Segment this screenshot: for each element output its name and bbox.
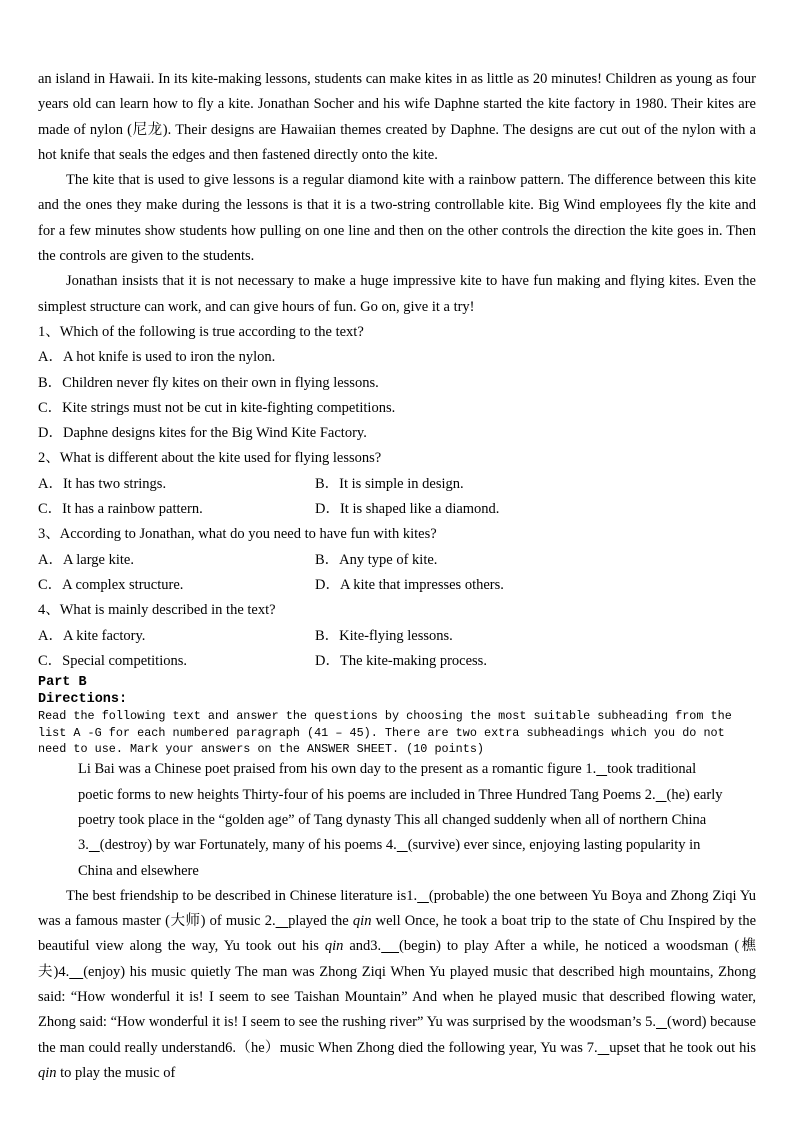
question-1-option-b: B．Children never fly kites on their own in flying lessons. bbox=[38, 374, 379, 391]
directions-text: Read the following text and answer the questions by choosing the most suitable subheading from the list A -G for each numbered paragraph (41 – 45). There are two extra subheadings which you do not need to use. Mark your answers on the ANSWER SHEET. (10 points) bbox=[38, 709, 732, 756]
text-segment: and3. bbox=[343, 938, 382, 955]
fill-in-blank bbox=[69, 964, 83, 980]
paragraph-lesson-kite: The kite that is used to give lessons is a regular diamond kite with a rainbow pattern. The difference between this kite and the ones they make during the lessons is that it is a two-string controllable kite. Big Wind employees fly the kite and for a few minutes show students how pulling on one line and then on the other controls the direction the kite goes in. Then the controls are given to the students. bbox=[38, 172, 756, 265]
question-3-stem: 3、According to Jonathan, what do you need to have fun with kites? bbox=[38, 526, 437, 543]
text-segment: Li Bai was a Chinese poet praised from his own day to the present as a romantic figure 1. bbox=[78, 761, 597, 778]
fill-in-blank bbox=[596, 761, 607, 777]
text-segment: The best friendship to be described in Chinese literature is1. bbox=[66, 887, 418, 904]
text-segment: (enjoy) his music quietly The man was Zhong Ziqi When Yu played music that described high mountains, Zhong said: “How wonderful it is! I seem to see Taishan Mountain” And when he played music that described flowing water, Zhong said: “How wonderful it is! I seem to see the rushing river” Yu was surprised by the woodsman’s 5. bbox=[38, 963, 756, 1031]
paragraph-kite-factory: an island in Hawaii. In its kite-making lessons, students can make kites in as little as 20 minutes! Children as young as four years old can learn how to fly a kite. Jonathan Socher and his wife Daphne started the kite factory in 1980. Their kites are made of nylon (尼龙). Their designs are Hawaiian themes created by Daphne. The designs are cut out of the nylon with a hot knife that seals the edges and then fastened directly onto the kite. bbox=[38, 71, 756, 163]
question-3-option-b: B．Any type of kite. bbox=[315, 551, 438, 568]
text-segment: (survive) ever since, enjoying lasting popularity in China and elsewhere bbox=[78, 837, 701, 879]
text-segment: (destroy) by war Fortunately, many of his poems 4. bbox=[99, 837, 397, 854]
fill-in-blank bbox=[397, 837, 408, 853]
text-segment: took traditional poetic forms to new heights Thirty-four of his poems are included in Three Hundred Tang Poems 2. bbox=[78, 761, 697, 803]
question-2-option-d: D．It is shaped like a diamond. bbox=[315, 501, 500, 518]
question-1-option-c: C．Kite strings must not be cut in kite-fighting competitions. bbox=[38, 399, 396, 416]
cloze-paragraph-li-bai bbox=[78, 757, 728, 883]
fill-in-blank bbox=[276, 913, 289, 929]
fill-in-blank bbox=[381, 938, 399, 954]
text-segment: upset that he took out his bbox=[609, 1039, 757, 1056]
question-3-option-c: C．A complex structure. bbox=[38, 576, 184, 593]
question-2-option-c: C．It has a rainbow pattern. bbox=[38, 501, 203, 518]
text-segment: (he) early poetry took place in the “golden age” of Tang dynasty This all changed suddenly when all of northern China 3. bbox=[78, 786, 723, 854]
text-segment: qin bbox=[38, 1064, 57, 1081]
text-segment: well Once, he took a boat trip to the state of Chu Inspired by the beautiful view along the way, Yu took out his bbox=[38, 913, 757, 955]
question-4-options-row-2 bbox=[38, 649, 756, 674]
fill-in-blank bbox=[656, 787, 667, 803]
question-2-option-a: A．It has two strings. bbox=[38, 475, 167, 492]
question-4-option-b: B．Kite-flying lessons. bbox=[315, 627, 453, 644]
question-1-stem: 1、Which of the following is true according to the text? bbox=[38, 323, 364, 340]
question-2 bbox=[38, 446, 756, 522]
question-3-options-row-1 bbox=[38, 548, 756, 573]
question-4-option-c: C．Special competitions. bbox=[38, 652, 188, 669]
question-1-option-a: A．A hot knife is used to iron the nylon. bbox=[38, 349, 276, 366]
question-2-options-row-2 bbox=[38, 497, 756, 522]
fill-in-blank bbox=[656, 1014, 667, 1030]
text-segment: qin bbox=[352, 913, 372, 930]
question-1 bbox=[38, 320, 756, 446]
question-4-option-a: A．A kite factory. bbox=[38, 627, 146, 644]
text-segment: (word) because the man could really understand6.（he）music When Zhong died the following year, Yu was 7. bbox=[38, 1014, 756, 1056]
question-3-option-a: A．A large kite. bbox=[38, 551, 134, 568]
fill-in-blank bbox=[598, 1040, 610, 1056]
question-4-options-row-1 bbox=[38, 624, 756, 649]
question-4-stem: 4、What is mainly described in the text? bbox=[38, 602, 276, 619]
question-2-options-row-1 bbox=[38, 472, 756, 497]
text-segment: (begin) to play After a while, he noticed a woodsman (樵夫)4. bbox=[38, 938, 757, 980]
part-b-title: Part B bbox=[38, 675, 87, 691]
question-3 bbox=[38, 522, 756, 598]
text-segment: (probable) the one between Yu Boya and Zhong Ziqi Yu was a famous master (大师) of music 2. bbox=[38, 887, 757, 930]
question-2-option-b: B．It is simple in design. bbox=[315, 475, 464, 492]
paragraph-jonathan: Jonathan insists that it is not necessary to make a huge impressive kite to have fun making and flying kites. Even the simplest structure can work, and can give hours of fun. Go on, give it a try! bbox=[38, 273, 756, 315]
fill-in-blank bbox=[89, 837, 100, 853]
question-1-option-d: D．Daphne designs kites for the Big Wind Kite Factory. bbox=[38, 425, 367, 442]
directions-label: Directions: bbox=[38, 692, 128, 708]
question-2-stem: 2、What is different about the kite used for flying lessons? bbox=[38, 450, 382, 467]
text-segment: qin bbox=[324, 938, 344, 955]
question-3-option-d: D．A kite that impresses others. bbox=[315, 576, 504, 593]
question-4-option-d: D．The kite-making process. bbox=[315, 652, 487, 669]
text-segment: played the bbox=[288, 913, 353, 930]
question-3-options-row-2 bbox=[38, 573, 756, 598]
fill-in-blank bbox=[417, 888, 429, 904]
text-segment: to play the music of bbox=[56, 1064, 176, 1081]
cloze-paragraph-yu-boya bbox=[38, 884, 756, 1086]
question-4 bbox=[38, 598, 756, 674]
